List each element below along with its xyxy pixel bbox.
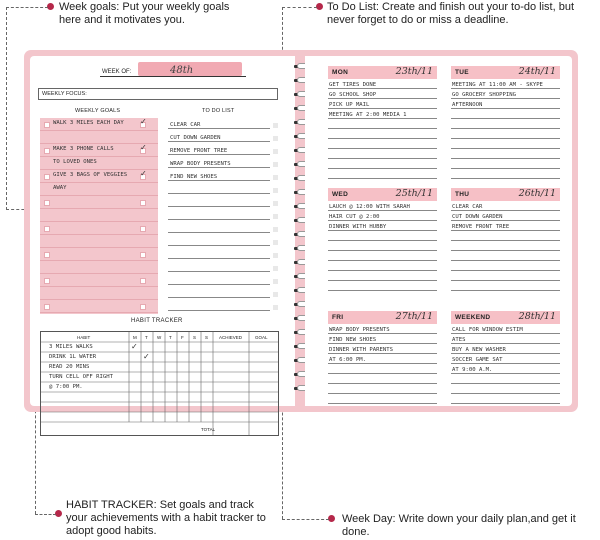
day-col-header: M xyxy=(133,335,137,340)
goal-checkbox[interactable] xyxy=(44,200,50,206)
day-entry: AFTERNOON xyxy=(452,102,483,108)
day-line xyxy=(451,384,560,394)
habit-callout: HABIT TRACKER: Set goals and track your achievements with a habit tracker to adopt good habits. xyxy=(66,499,266,537)
todo-row[interactable] xyxy=(168,235,270,246)
habit-text: 3 MILES WALKS xyxy=(49,344,93,350)
habit-tracker-table xyxy=(40,331,279,436)
weekly-goals-list xyxy=(40,118,158,314)
day-line xyxy=(328,241,437,251)
goal-checkbox[interactable] xyxy=(44,252,50,258)
goal-text: TO LOVED ONES xyxy=(53,159,97,165)
week-of-label: WEEK OF: xyxy=(102,69,132,75)
todo-row[interactable] xyxy=(168,300,270,311)
week-of-value: 48th xyxy=(170,65,194,76)
day-line xyxy=(328,251,437,261)
goal-row xyxy=(40,235,158,248)
todo-row[interactable] xyxy=(168,183,270,194)
goal-row xyxy=(40,209,158,222)
day-entry: FIND NEW SHOES xyxy=(329,337,377,343)
day-line xyxy=(328,374,437,384)
goal-checkbox[interactable] xyxy=(44,174,50,180)
habit-text: TURN CELL OFF RIGHT xyxy=(49,374,113,380)
day-col-header: S xyxy=(193,335,197,340)
day-line xyxy=(451,334,560,344)
todo-checkbox[interactable] xyxy=(273,214,278,219)
day-entry: AT 6:00 PM. xyxy=(329,357,367,363)
day-entry: WRAP BODY PRESENTS xyxy=(329,327,390,333)
day-line xyxy=(451,281,560,291)
total-label: TOTAL xyxy=(201,427,216,432)
todo-checkbox[interactable] xyxy=(273,266,278,271)
todo-checkbox[interactable] xyxy=(273,240,278,245)
day-line xyxy=(451,374,560,384)
goal-text: GIVE 3 BAGS OF VEGGIES xyxy=(53,172,128,178)
todo-row[interactable] xyxy=(168,222,270,233)
day-line xyxy=(328,281,437,291)
day-col-header: W xyxy=(157,335,162,340)
goal-checkbox[interactable] xyxy=(44,122,50,128)
day-entry: DINNER WITH HUBBY xyxy=(329,224,387,230)
day-line xyxy=(328,231,437,241)
weekly-focus-field[interactable] xyxy=(38,88,278,100)
day-date: 27th/11 xyxy=(395,311,433,322)
todo-callout: To Do List: Create and finish out your to-do list, but never forget to do or miss a deadline. xyxy=(327,1,575,26)
weekday-callout-dot xyxy=(328,515,335,522)
day-line xyxy=(451,109,560,119)
goal-checkbox[interactable] xyxy=(44,278,50,284)
todo-text: FIND NEW SHOES xyxy=(170,174,218,180)
goal-text: AWAY xyxy=(53,185,67,191)
day-line xyxy=(328,364,437,374)
day-line xyxy=(451,159,560,169)
day-entry: PICK UP MAIL xyxy=(329,102,370,108)
todo-checkbox[interactable] xyxy=(273,305,278,310)
planner-book xyxy=(24,50,578,432)
goal-done-checkbox[interactable] xyxy=(140,278,146,284)
day-line xyxy=(328,119,437,129)
week-goals-callout: Week goals: Put your weekly goals here and it motivates you. xyxy=(59,1,230,26)
day-section-tue[interactable] xyxy=(451,66,560,181)
day-section-wed[interactable] xyxy=(328,188,437,298)
day-entry: SOCCER GAME SAT xyxy=(452,357,503,363)
todo-checkbox[interactable] xyxy=(273,292,278,297)
goal-checkbox[interactable] xyxy=(44,226,50,232)
todo-text: WRAP BODY PRESENTS xyxy=(170,161,231,167)
weekday-callout: Week Day: Write down your daily plan,and get it done. xyxy=(342,513,576,538)
todo-checkbox[interactable] xyxy=(273,149,278,154)
weekday-leader-line xyxy=(282,519,329,520)
day-entry: GO SCHOOL SHOP xyxy=(329,92,377,98)
day-line xyxy=(328,261,437,271)
todo-row[interactable] xyxy=(168,248,270,259)
day-line xyxy=(451,231,560,241)
day-date: 23th/11 xyxy=(395,66,433,77)
todo-row[interactable] xyxy=(168,261,270,272)
check-mark-icon: ✓ xyxy=(140,143,147,152)
day-entry: CUT DOWN GARDEN xyxy=(452,214,503,220)
left-page xyxy=(30,56,295,432)
todo-checkbox[interactable] xyxy=(273,227,278,232)
day-name: THU xyxy=(455,191,470,198)
habit-col-header: HABIT xyxy=(77,335,91,340)
check-mark-icon: ✓ xyxy=(140,117,147,126)
day-date: 28th/11 xyxy=(518,311,556,322)
day-entry: DINNER WITH PARENTS xyxy=(329,347,393,353)
goal-row xyxy=(40,287,158,300)
day-date: 26th/11 xyxy=(518,188,556,199)
day-line xyxy=(451,394,560,404)
right-page xyxy=(305,56,572,406)
todo-checkbox[interactable] xyxy=(273,253,278,258)
todo-row[interactable] xyxy=(168,274,270,285)
day-name: WED xyxy=(332,191,349,198)
todo-checkbox[interactable] xyxy=(273,162,278,167)
todo-checkbox[interactable] xyxy=(273,136,278,141)
day-entry: BUY A NEW WASHER xyxy=(452,347,506,353)
week-goals-leader-line xyxy=(6,7,7,210)
achieved-col-header: ACHIEVED xyxy=(219,335,243,340)
todo-checkbox[interactable] xyxy=(273,201,278,206)
day-entry: MEETING AT 11:00 AM - SKYPE xyxy=(452,82,543,88)
day-entry: LAUCH @ 12:00 WITH SARAH xyxy=(329,204,410,210)
habit-leader-line xyxy=(35,514,56,515)
day-name: FRI xyxy=(332,314,344,321)
todo-row[interactable] xyxy=(168,287,270,298)
day-line xyxy=(451,261,560,271)
day-entry: HAIR CUT @ 2:00 xyxy=(329,214,380,220)
day-line xyxy=(451,139,560,149)
day-entry: REMOVE FRONT TREE xyxy=(452,224,510,230)
week-of-field[interactable] xyxy=(100,65,246,77)
check-mark-icon: ✓ xyxy=(143,352,150,361)
goal-done-checkbox[interactable] xyxy=(140,252,146,258)
day-col-header: T xyxy=(145,335,148,340)
day-col-header: F xyxy=(181,335,184,340)
day-line xyxy=(328,139,437,149)
day-entry: GET TIRES DONE xyxy=(329,82,377,88)
day-line xyxy=(328,384,437,394)
day-col-header: T xyxy=(169,335,172,340)
todo-text: REMOVE FRONT TREE xyxy=(170,148,228,154)
day-section-thu[interactable] xyxy=(451,188,560,298)
todo-text: CLEAR CAR xyxy=(170,122,201,128)
day-line xyxy=(328,271,437,281)
todo-row[interactable] xyxy=(168,209,270,220)
todo-checkbox[interactable] xyxy=(273,188,278,193)
day-line xyxy=(328,149,437,159)
check-mark-icon: ✓ xyxy=(131,342,138,351)
todo-leader-line xyxy=(282,7,317,8)
weekly-goals-heading: WEEKLY GOALS xyxy=(75,108,121,114)
check-mark-icon: ✓ xyxy=(140,169,147,178)
day-section-weekend[interactable] xyxy=(451,311,560,406)
day-entry: ATES xyxy=(452,337,466,343)
todo-callout-dot xyxy=(316,3,323,10)
day-line xyxy=(451,271,560,281)
day-line xyxy=(328,394,437,404)
habit-text: DRINK 1L WATER xyxy=(49,354,97,360)
day-entry: MEETING AT 2:00 MEDIA 1 xyxy=(329,112,407,118)
goal-checkbox[interactable] xyxy=(44,148,50,154)
habit-callout-dot xyxy=(55,510,62,517)
day-entry: CLEAR CAR xyxy=(452,204,483,210)
goal-text: WALK 3 MILES EACH DAY xyxy=(53,120,124,126)
day-line xyxy=(328,169,437,179)
todo-checkbox[interactable] xyxy=(273,123,278,128)
habit-tracker-title: HABIT TRACKER xyxy=(131,318,183,324)
day-entry: GO GROCERY SHOPPING xyxy=(452,92,516,98)
goal-done-checkbox[interactable] xyxy=(140,200,146,206)
day-line xyxy=(451,241,560,251)
todo-text: CUT DOWN GARDEN xyxy=(170,135,221,141)
weekly-focus-label: WEEKLY FOCUS: xyxy=(42,91,87,97)
week-goals-callout-dot xyxy=(47,3,54,10)
day-col-header: S xyxy=(205,335,209,340)
goal-row xyxy=(40,261,158,274)
day-line xyxy=(451,149,560,159)
day-line xyxy=(451,129,560,139)
day-entry: CALL FOR WINDOW ESTIM xyxy=(452,327,523,333)
day-section-fri[interactable] xyxy=(328,311,437,406)
day-name: WEEKEND xyxy=(455,314,491,321)
goal-done-checkbox[interactable] xyxy=(140,304,146,310)
day-date: 25th/11 xyxy=(395,188,433,199)
day-entry: AT 9:00 A.M. xyxy=(452,367,493,373)
day-line xyxy=(328,129,437,139)
goal-col-header: GOAL xyxy=(255,335,268,340)
todo-row[interactable] xyxy=(168,196,270,207)
todo-checkbox[interactable] xyxy=(273,279,278,284)
week-goals-leader-line xyxy=(6,7,48,8)
habit-text: @ 7:00 PM. xyxy=(49,384,83,390)
goal-checkbox[interactable] xyxy=(44,304,50,310)
habit-text: READ 20 MINS xyxy=(49,364,90,370)
day-name: TUE xyxy=(455,69,469,76)
goal-text: MAKE 3 PHONE CALLS xyxy=(53,146,114,152)
todo-checkbox[interactable] xyxy=(273,175,278,180)
goal-done-checkbox[interactable] xyxy=(140,226,146,232)
day-line xyxy=(451,169,560,179)
day-line xyxy=(451,251,560,261)
day-date: 24th/11 xyxy=(518,66,556,77)
day-line xyxy=(451,119,560,129)
day-name: MON xyxy=(332,69,349,76)
day-section-mon[interactable] xyxy=(328,66,437,181)
todo-list-heading: TO DO LIST xyxy=(202,108,235,114)
day-line xyxy=(328,159,437,169)
